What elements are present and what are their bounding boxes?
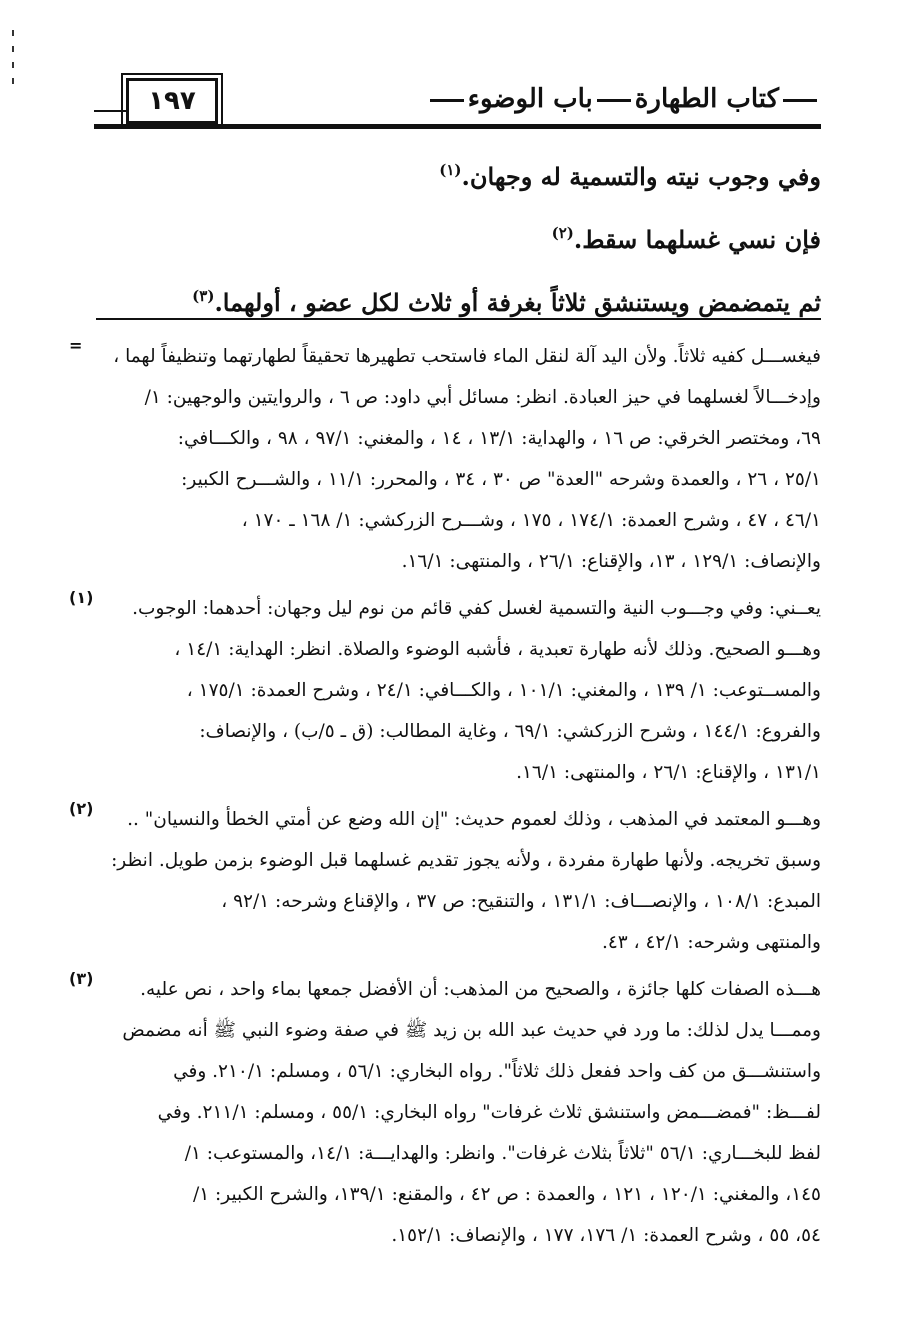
footnotes: [69, 336, 821, 1262]
title-dash: [430, 99, 464, 102]
footnote-1: [69, 588, 821, 793]
footnote-line: والمنتهى وشرحه: ٤٢/١ ، ٤٣.: [601, 932, 821, 953]
footnote-line: ٥٤، ٥٥ ، وشرح العمدة: ١/ ١٧٦، ١٧٧ ، والإنصاف: ١٥٢/١.: [391, 1225, 821, 1246]
footnote-marker: (٣): [69, 969, 94, 988]
footnote-ref: (٢): [551, 224, 574, 242]
page-header: [94, 70, 821, 130]
footnote-line: والمســتوعب: ١/ ١٣٩ ، والمغني: ١٠١/١ ، والكـــافي: ٢٤/١ ، وشرح العمدة: ١٧٥/١ ،: [186, 680, 821, 701]
main-text-line: فإن نسي غسلهما سقط.$^{(٢)}$: [551, 224, 821, 254]
footnote-2: [69, 799, 821, 963]
footnote-ref: (٣): [192, 287, 215, 305]
footnote-line: ١٣١/١ ، والإقناع: ٢٦/١ ، والمنتهى: ١٦/١.: [516, 762, 821, 783]
footnote-line: المبدع: ١٠٨/١ ، والإنصـــاف: ١٣١/١ ، والتنقيح: ص ٣٧ ، والإقناع وشرحه: ٩٢/١ ،: [221, 891, 821, 912]
footnote-line: فيغســـل كفيه ثلاثاً. ولأن اليد آلة لنقل الماء فاستحب تطهيرها تحقيقاً لطهارتهما وتنظيفاً لهما ،: [113, 346, 821, 367]
running-title: [420, 84, 821, 114]
footnote-line: وسبق تخريجه. ولأنها طهارة مفردة ، ولأنه يجوز تقديم غسلهما قبل الوضوء بزمن طويل. انظر:: [111, 850, 821, 871]
page-number: ١٩٧: [126, 78, 218, 124]
footnote-line: لفظ للبخـــاري: ٥٦/١ "ثلاثاً بثلاث غرفات". وانظر: والهدايـــة: ١٤/١، والمستوعب: ١/: [184, 1143, 821, 1164]
footnote-marker: (٢): [69, 799, 94, 818]
footnote-line: ٢٥/١ ، ٢٦ ، والعمدة وشرحه "العدة" ص ٣٠ ، ٣٤ ، والمحرر: ١١/١ ، والشـــرح الكبير:: [181, 469, 821, 490]
footnote-line: ٦٩، ومختصر الخرقي: ص ١٦ ، والهداية: ١٣/١ ، ١٤ ، والمغني: ٩٧/١ ، ٩٨ ، والكـــافي:: [177, 428, 821, 449]
footnote-marker: =: [69, 336, 83, 355]
header-rule: [94, 124, 821, 129]
footnote-line: وهـــو المعتمد في المذهب ، وذلك لعموم حديث: "إن الله وضع عن أمتي الخطأ والنسيان" ..: [127, 809, 821, 830]
footnote-line: والفروع: ١٤٤/١ ، وشرح الزركشي: ٦٩/١ ، وغاية المطالب: (ق ـ ٥/ب) ، والإنصاف:: [199, 721, 821, 742]
chapter-title: باب الوضوء: [467, 84, 593, 114]
footnote-ref: (١): [439, 161, 462, 179]
footnote-separator: [96, 318, 821, 320]
footnote-line: وممـــا يدل لذلك: ما ورد في حديث عبد الله بن زيد ﷺ في صفة وضوء النبي ﷺ أنه مضمض: [122, 1020, 821, 1041]
footnote-line: ١٤٥، والمغني: ١٢٠/١ ، ١٢١ ، والعمدة : ص ٤٢ ، والمقنع: ١٣٩/١، والشرح الكبير: ١/: [192, 1184, 821, 1205]
footnote-line: لفـــظ: "فمضـــمض واستنشق ثلاث غرفات" رواه البخاري: ٥٥/١ ، ومسلم: ٢١١/١. وفي: [157, 1102, 821, 1123]
footnote-line: وإدخـــالاً لغسلهما في حيز العبادة. انظر: مسائل أبي داود: ص ٦ ، والروايتين والوجهين: ١/: [144, 387, 821, 408]
footnote-line: هـــذه الصفات كلها جائزة ، والصحيح من المذهب: أن الأفضل جمعها بماء واحد ، نص عليه.: [140, 979, 821, 1000]
main-text: [101, 142, 821, 331]
footnote-line: ٤٦/١ ، ٤٧ ، وشرح العمدة: ١٧٤/١ ، ١٧٥ ، وشـــرح الزركشي: ١/ ١٦٨ ـ ١٧٠ ،: [241, 510, 821, 531]
footnote-line: وهـــو الصحيح. وذلك لأنه طهارة تعبدية ، فأشبه الوضوء والصلاة. انظر: الهداية: ١٤/١ ،: [174, 639, 821, 660]
footnote-line: يعــني: وفي وجـــوب النية والتسمية لغسل كفي قائم من نوم ليل وجهان: أحدهما: الوجوب.: [132, 598, 821, 619]
footnote-line: واستنشـــق من كف واحد ففعل ذلك ثلاثاً". رواه البخاري: ٥٦/١ ، ومسلم: ٢١٠/١. وفي: [173, 1061, 821, 1082]
main-text-line: ثم يتمضمض ويستنشق ثلاثاً بغرفة أو ثلاث لكل عضو ، أولهما.$^{(٣)}$: [192, 287, 821, 317]
footnote-marker: (١): [69, 588, 94, 607]
title-dash: [783, 99, 817, 102]
footnote-line: والإنصاف: ١٢٩/١ ، ١٣، والإقناع: ٢٦/١ ، والمنتهى: ١٦/١.: [401, 551, 821, 572]
title-dash: [597, 99, 631, 102]
main-text-line: وفي وجوب نيته والتسمية له وجهان.$^{(١)}$: [439, 161, 821, 191]
header-rule-stub: [94, 110, 126, 112]
margin-ticks: [10, 30, 14, 94]
footnote-continued: [69, 336, 821, 582]
book-title: كتاب الطهارة: [634, 84, 779, 114]
footnote-3: [69, 969, 821, 1256]
